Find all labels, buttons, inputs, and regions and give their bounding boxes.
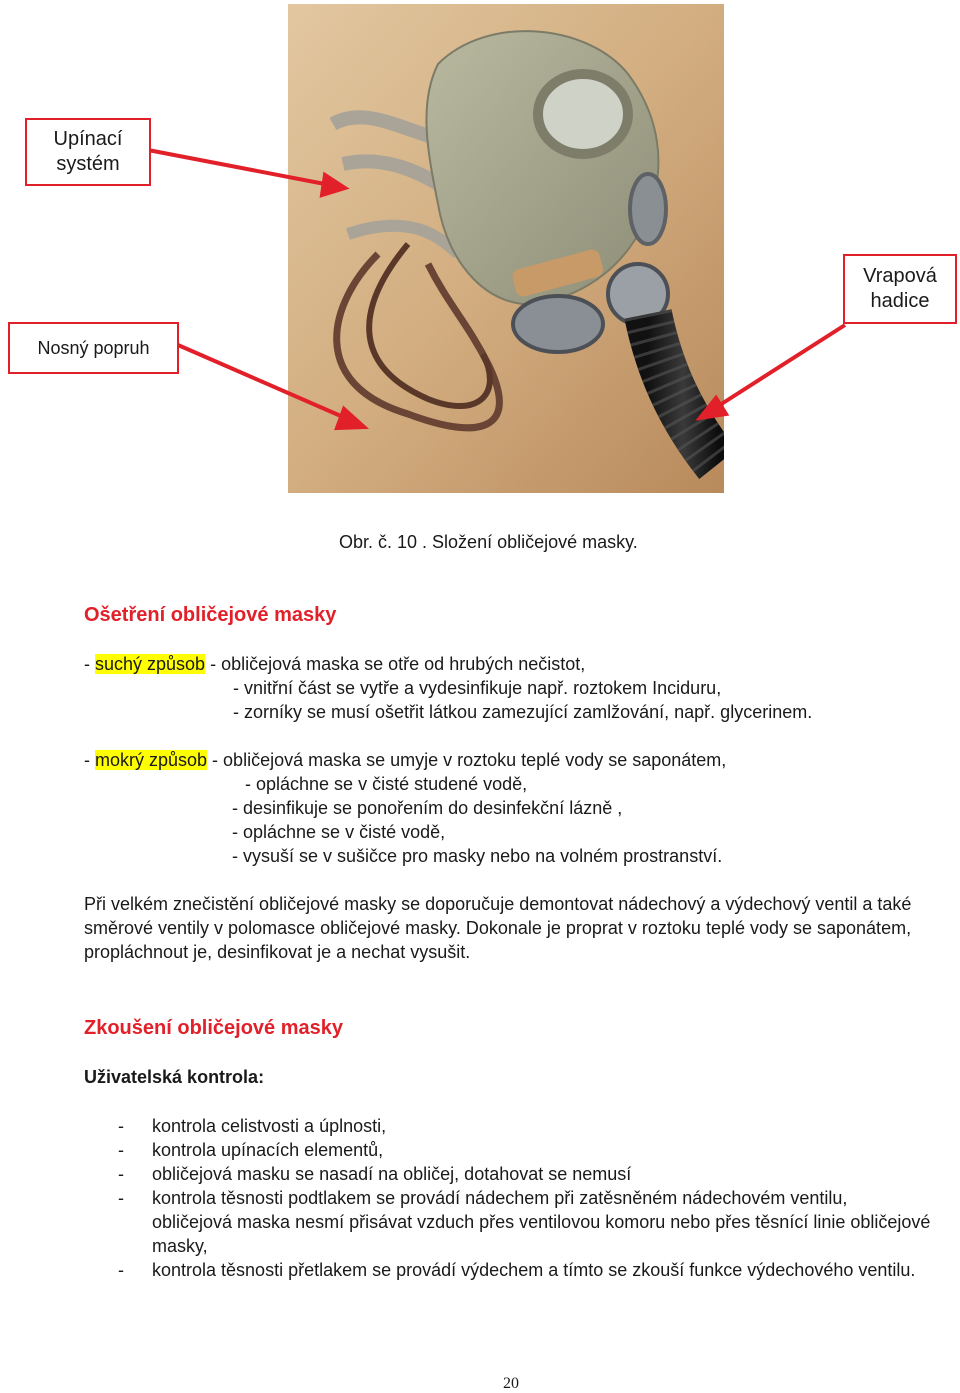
wet-dash: - (84, 750, 95, 770)
callout-nosny-text: Nosný popruh (37, 337, 150, 358)
bullet-marker: - (118, 1164, 124, 1184)
dry-method-line (84, 652, 585, 676)
check-item: obličejová masku se nasadí na obličej, dotahovat se nemusí (152, 1164, 632, 1184)
callout-vrapova-hadice (843, 254, 957, 324)
dry-method-first: - obličejová maska se otře od hrubých nečistot, (205, 654, 586, 674)
dry-dash: - (84, 654, 95, 674)
wet-step: - opláchne se v čisté studené vodě, (245, 774, 528, 794)
callout-upinaci-system (25, 118, 151, 186)
check-item: kontrola celistvosti a úplnosti, (152, 1116, 387, 1136)
bullet-marker: - (118, 1188, 124, 1208)
figure-caption: Obr. č. 10 . Složení obličejové masky. (339, 532, 638, 552)
wet-method-label: mokrý způsob (95, 750, 208, 770)
wet-step: - opláchne se v čisté vodě, (232, 822, 446, 842)
dry-method-label: suchý způsob (95, 654, 206, 674)
wet-method-first: - obličejová maska se umyje v roztoku teplé vody se saponátem, (207, 750, 727, 770)
bullet-marker: - (118, 1140, 124, 1160)
callout-upinaci-text: Upínací systém (53, 128, 123, 175)
check-item: kontrola těsnosti přetlakem se provádí výdechem a tímto se zkouší funkce výdechového ventilu. (152, 1260, 916, 1280)
check-item: kontrola těsnosti podtlakem se provádí nádechem při zatěsněném nádechovém ventilu, obličejová maska nesmí přisávat vzduch přes ventilovou komoru nebo přes těsnící linie obličejové masky, (152, 1188, 931, 1256)
wet-method-line (84, 748, 726, 772)
osetreni-heading: Ošetření obličejové masky (84, 604, 337, 626)
check-item: kontrola upínacích elementů, (152, 1140, 384, 1160)
gas-mask-photo (288, 4, 724, 493)
callout-vrapova-text: Vrapová hadice (863, 265, 937, 312)
bullet-marker: - (118, 1260, 124, 1280)
arrow-vrapova (712, 325, 845, 410)
wet-step: - desinfikuje se ponořením do desinfekční lázně , (232, 798, 623, 818)
dry-step: - zorníky se musí ošetřit látkou zamezující zamlžování, např. glycerinem. (233, 702, 813, 722)
callout-nosny-popruh (8, 322, 179, 374)
user-check-subheading: Uživatelská kontrola: (84, 1067, 265, 1087)
bullet-marker: - (118, 1116, 124, 1136)
dry-step: - vnitřní část se vytře a vydesinfikuje např. roztokem Inciduru, (233, 678, 722, 698)
page-number: 20 (503, 1375, 519, 1392)
wet-step: - vysuší se v sušičce pro masky nebo na volném prostranství. (232, 846, 723, 866)
zkouseni-heading: Zkoušení obličejové masky (84, 1017, 343, 1039)
cleaning-paragraph: Při velkém znečistění obličejové masky se doporučuje demontovat nádechový a výdechový ventil a také směrové ventily v polomasce obličejové masky. Dokonale je proprat v roztoku teplé vody se saponátem, propláchnout je, desinfikovat je a nechat vysušit. (84, 894, 912, 962)
